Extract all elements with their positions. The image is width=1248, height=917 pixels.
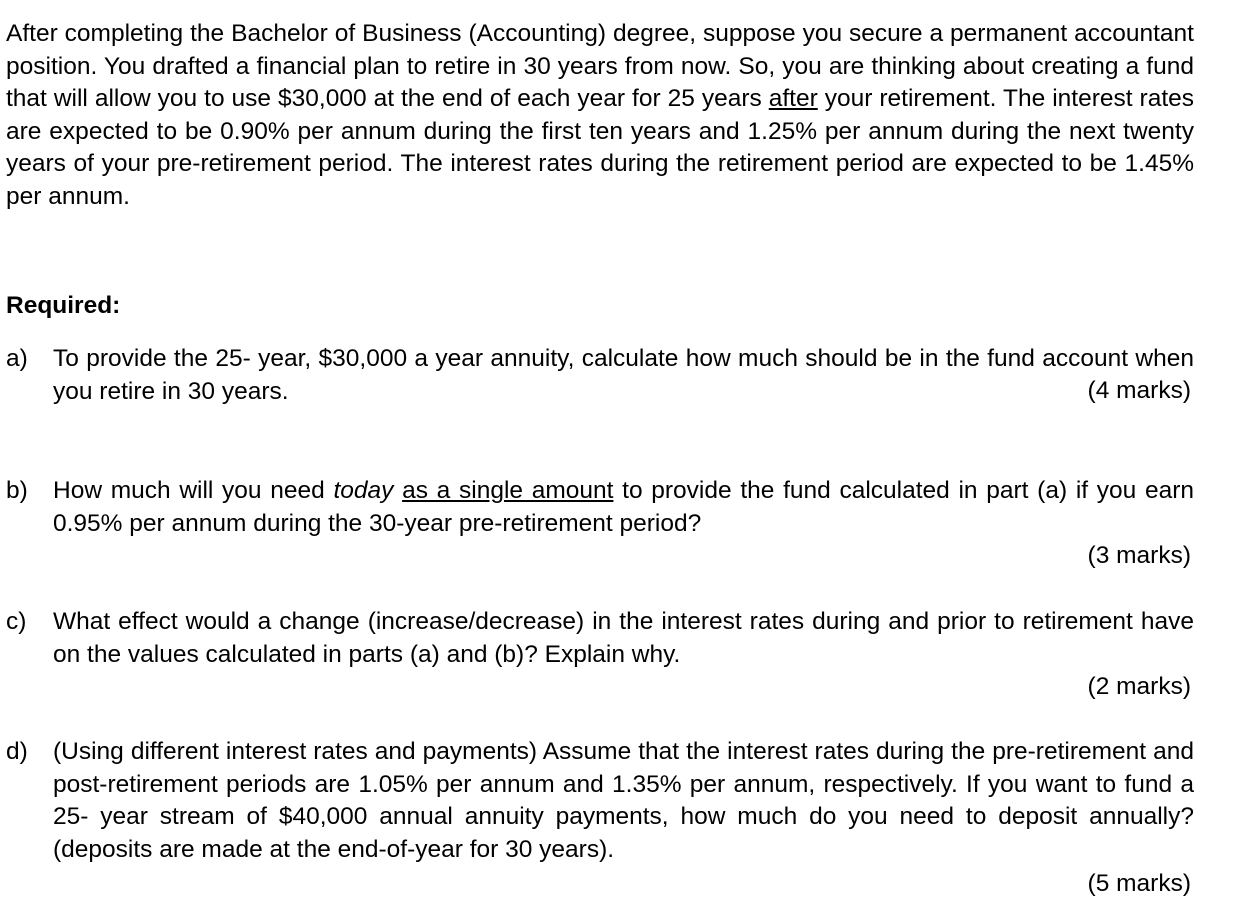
question-d xyxy=(6,736,1194,901)
intro-text-part-1: After completing the Bachelor of Business (Accounting) degree, suppose you secure a permanent accountant position. You drafted a financial plan to retire in 30 years from now. So, you are thinking about creating a fund that will allow you to use $30,000 at the end of each year for 25 years xyxy=(6,20,1194,112)
question-b-text xyxy=(53,475,1194,540)
question-c xyxy=(6,606,1194,704)
question-d-letter: d) xyxy=(6,738,28,765)
intro-underlined-word: after xyxy=(768,85,818,112)
question-c-letter: c) xyxy=(6,608,27,635)
question-a-letter: a) xyxy=(6,345,28,372)
question-c-marks: (2 marks) xyxy=(1087,673,1191,700)
question-b xyxy=(6,475,1194,573)
question-b-marks: (3 marks) xyxy=(1087,542,1191,569)
question-a-text: To provide the 25- year, $30,000 a year annuity, calculate how much should be in the fund account when you retire in 30 years. xyxy=(53,345,1194,405)
question-a-marks: (4 marks) xyxy=(1087,377,1191,404)
intro-paragraph xyxy=(6,18,1194,213)
question-a xyxy=(6,343,1194,408)
question-b-underlined-phrase: as a single amount xyxy=(402,477,614,504)
question-c-text: What effect would a change (increase/decrease) in the interest rates during and prior to retirement have on the values calculated in parts (a) and (b)? Explain why. xyxy=(53,608,1194,668)
required-heading: Required: xyxy=(6,292,121,319)
question-b-text-start: How much will you need xyxy=(53,477,334,504)
question-b-italic-word: today xyxy=(333,477,394,504)
question-d-text: (Using different interest rates and payments) Assume that the interest rates during the pre-retirement and post-retirement periods are 1.05% per annum and 1.35% per annum, respectively. If you want to fund a 25- year stream of $40,000 annual annuity payments, how much do you need to deposit annually? (deposits are made at the end-of-year for 30 years). xyxy=(53,738,1194,863)
question-d-marks: (5 marks) xyxy=(1087,870,1191,897)
question-b-letter: b) xyxy=(6,477,28,504)
intro-text-part-2: your retirement. The interest rates are expected to be 0.90% per annum during the first ten years and 1.25% per annum during the next twenty years of your pre-retirement period. The interest rates during the retirement period are expected to be 1.45% per annum. xyxy=(6,85,1195,210)
question-b-text-end: to provide the fund calculated in part (a) if you earn 0.95% per annum during the 30-year pre-retirement period? xyxy=(53,477,1195,537)
